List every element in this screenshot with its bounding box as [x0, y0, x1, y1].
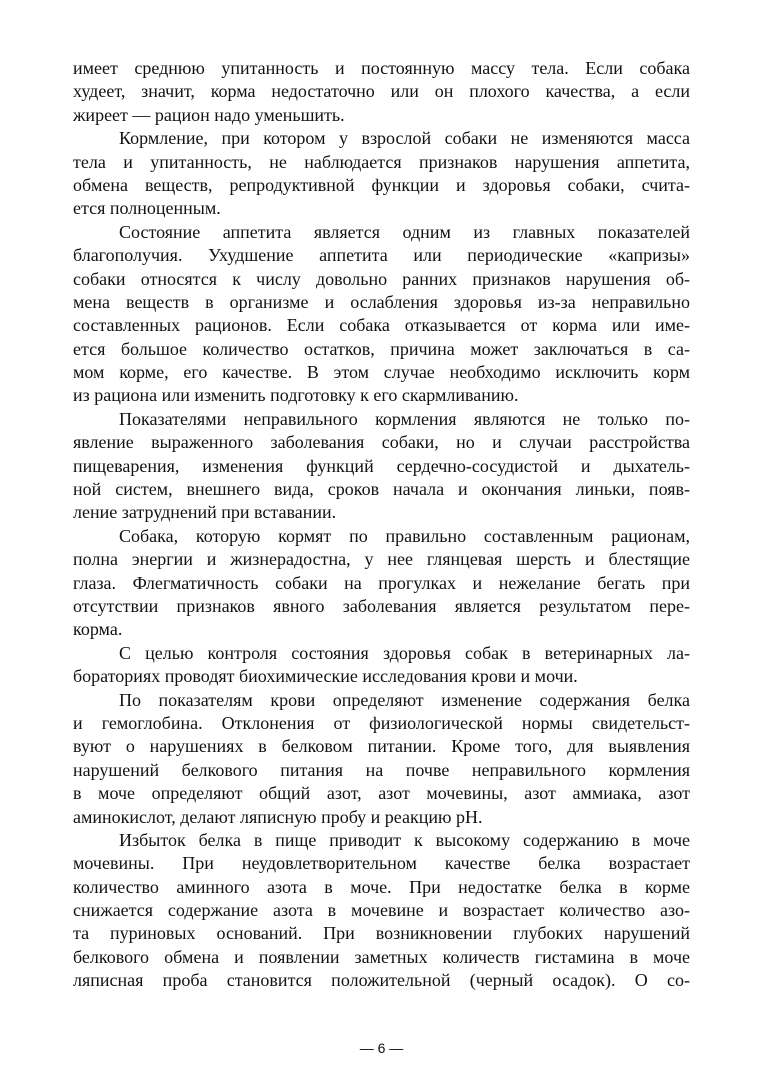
page-number: — 6 —	[359, 1040, 404, 1056]
text-line: и гемоглобина. Отклонения от физиологической нормы свидетельст-	[73, 712, 690, 733]
text-line: составленных рационов. Если собака отказывается от корма или име-	[73, 315, 690, 336]
text-line: из рациона или изменить подготовку к его скармливанию.	[73, 385, 519, 406]
text-line: аминокислот, делают ляписную пробу и реакцию pH.	[73, 806, 483, 827]
text-line: ляписная проба становится положительной (черный осадок). О со-	[73, 970, 690, 991]
text-line: белкового обмена и появлении заметных количеств гистамина в моче	[73, 946, 690, 967]
text-line: обмена веществ, репродуктивной функции и здоровья собаки, счита-	[73, 174, 690, 195]
text-line: глаза. Флегматичность собаки на прогулках и нежелание бегать при	[73, 572, 690, 593]
paragraph	[73, 127, 690, 221]
text-line: мочевины. При неудовлетворительном качестве белка возрастает	[73, 853, 690, 874]
paragraph	[73, 221, 690, 408]
text-line: благополучия. Ухудшение аппетита или периодические «капризы»	[73, 245, 690, 266]
text-line: собаки относятся к числу довольно ранних признаков нарушения об-	[73, 268, 690, 289]
text-line: тела и упитанность, не наблюдается признаков нарушения аппетита,	[73, 151, 690, 172]
text-line: та пуриновых оснований. При возникновении глубоких нарушений	[73, 923, 690, 944]
text-line: вуют о нарушениях в белковом питании. Кроме того, для выявления	[73, 736, 690, 757]
paragraph	[73, 525, 690, 642]
text-line: Избыток белка в пище приводит к высокому содержанию в моче	[119, 829, 690, 850]
text-line: бораториях проводят биохимические исследования крови и мочи.	[73, 666, 578, 687]
text-line: Состояние аппетита является одним из главных показателей	[119, 221, 690, 242]
text-line: По показателям крови определяют изменение содержания белка	[119, 689, 690, 710]
text-line: количество аминного азота в моче. При недостатке белка в корме	[73, 876, 690, 897]
text-line: в моче определяют общий азот, азот мочевины, азот аммиака, азот	[73, 783, 690, 804]
text-line: жиреет — рацион надо уменьшить.	[73, 104, 345, 125]
paragraph	[73, 829, 690, 993]
text-line: нарушений белкового питания на почве неправильного кормления	[73, 759, 690, 780]
text-line: отсутствии признаков явного заболевания является результатом пере-	[73, 595, 690, 616]
text-line: Показателями неправильного кормления являются не только по-	[119, 408, 690, 429]
text-line: С целью контроля состояния здоровья собак в ветеринарных ла-	[119, 642, 690, 663]
paragraph	[73, 642, 690, 689]
text-line: пищеварения, изменения функций сердечно-сосудистой и дыхатель-	[73, 455, 690, 476]
text-line: ется полноценным.	[73, 198, 221, 219]
text-line: худеет, значит, корма недостаточно или он плохого качества, а если	[73, 81, 690, 102]
text-line: явление выраженного заболевания собаки, но и случаи расстройства	[73, 432, 690, 453]
text-line: полна энергии и жизнерадостна, у нее глянцевая шерсть и блестящие	[73, 549, 690, 570]
text-line: имеет среднюю упитанность и постоянную массу тела. Если собака	[73, 58, 690, 78]
text-line: ление затруднений при вставании.	[73, 502, 337, 523]
paragraph	[73, 57, 690, 127]
text-line: Собака, которую кормят по правильно составленным рационам,	[119, 525, 690, 546]
document-body	[73, 57, 690, 993]
text-line: мом корме, его качестве. В этом случае необходимо исключить корм	[73, 362, 690, 383]
paragraph	[73, 689, 690, 829]
text-line: ной систем, внешнего вида, сроков начала и окончания линьки, появ-	[73, 479, 690, 500]
paragraph	[73, 408, 690, 525]
text-line: снижается содержание азота в мочевине и возрастает количество азо-	[73, 900, 690, 921]
text-line: Кормление, при котором у взрослой собаки не изменяются масса	[119, 128, 690, 149]
text-line: мена веществ в организме и ослабления здоровья из-за неправильно	[73, 291, 690, 312]
text-line: корма.	[73, 619, 123, 640]
text-line: ется большое количество остатков, причина может заключаться в са-	[73, 338, 690, 359]
